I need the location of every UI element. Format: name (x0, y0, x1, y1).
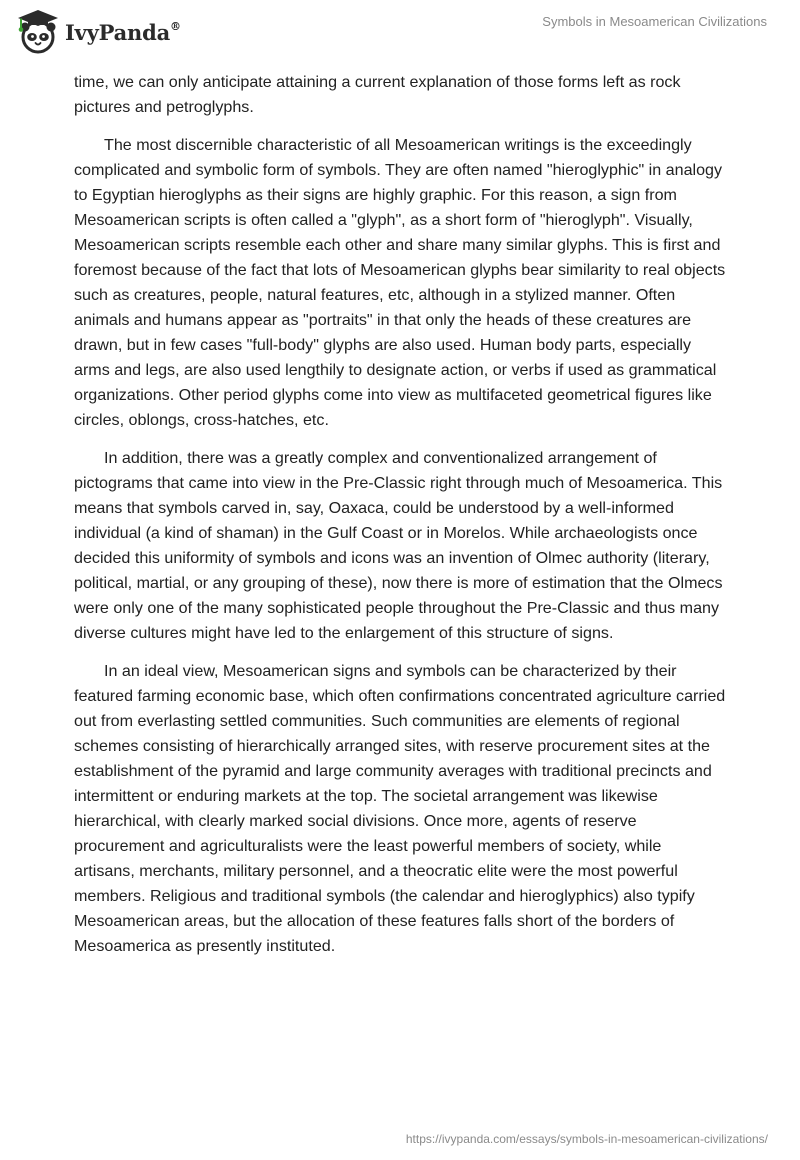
document-title: Symbols in Mesoamerican Civilizations (542, 14, 767, 29)
paragraph-economic-base: In an ideal view, Mesoamerican signs and symbols can be characterized by their featured farming economic base, which often confirmations concentrated agriculture carried out from everlasting settled communities. Such communities are elements of regional schemes consisting of hierarchically arranged sites, with reserve procurement sites at the establishment of the pyramid and large community averages with traditional precincts and intermittent or enduring markets at the top. The societal arrangement was likewise hierarchical, with clearly marked social divisions. Once more, agents of reserve procurement and agriculturalists were the least powerful members of society, while artisans, merchants, military personnel, and a theocratic elite were the most powerful members. Religious and traditional symbols (the calendar and hieroglyphics) also typify Mesoamerican areas, but the allocation of these features falls short of the borders of Mesoamerica as presently instituted. (74, 662, 726, 955)
essay-body (74, 70, 726, 972)
paragraph-glyphs: The most discernible characteristic of all Mesoamerican writings is the exceedingly complicated and symbolic form of symbols. They are often named "hieroglyphic" in analogy to Egyptian hieroglyphs as their signs are highly graphic. For this reason, a sign from Mesoamerican scripts is often called a "glyph", as a short form of "hieroglyph". Visually, Mesoamerican scripts resemble each other and share many similar glyphs. This is first and foremost because of the fact that lots of Mesoamerican glyphs bear similarity to real objects such as creatures, people, natural features, etc, although in a stylized manner. Often animals and humans appear as "portraits" in that only the heads of these creatures are drawn, but in few cases "full-body" glyphs are also used. Human body parts, especially arms and legs, are also used lengthily to designate action, or verbs if used as grammatical organizations. Other period glyphs come into view as multifaceted geometrical figures like circles, oblongs, cross-hatches, etc. (74, 136, 726, 429)
paragraph-continuation: time, we can only anticipate attaining a current explanation of those forms left as rock pictures and petroglyphs. (74, 73, 681, 116)
ivypanda-logo[interactable] (13, 8, 181, 56)
footer-url[interactable]: https://ivypanda.com/essays/symbols-in-mesoamerican-civilizations/ (405, 1132, 768, 1146)
page-header (0, 0, 800, 62)
panda-graduation-cap-icon (13, 8, 63, 56)
paragraph-pictograms: In addition, there was a greatly complex and conventionalized arrangement of pictograms that came into view in the Pre-Classic right through much of Mesoamerica. This means that symbols carved in, say, Oaxaca, could be understood by a well-informed individual (a kind of shaman) in the Gulf Coast or in Morelos. While archaeologists once decided this uniformity of symbols and icons was an invention of Olmec authority (literary, political, martial, or any grouping of these), now there is more of estimation that the Olmecs were only one of the many sophisticated people throughout the Pre-Classic and thus many diverse cultures might have led to the enlargement of this structure of signs. (74, 449, 723, 642)
logo-wordmark: IvyPanda® (65, 19, 181, 45)
